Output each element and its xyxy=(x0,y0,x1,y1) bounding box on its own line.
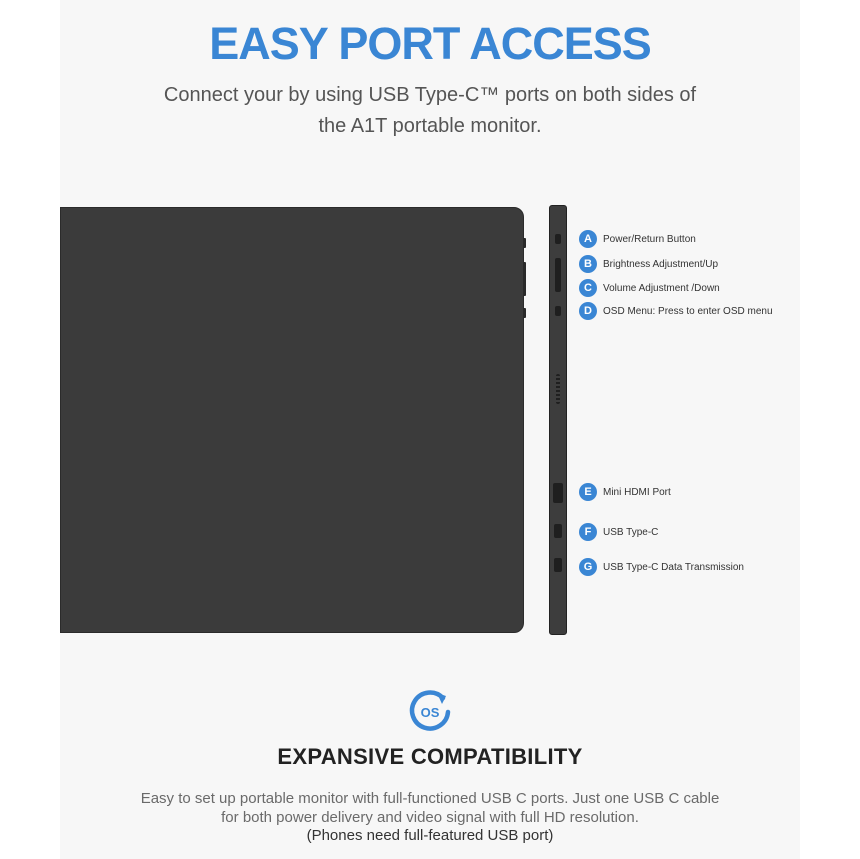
port-label-text: USB Type-C xyxy=(603,526,659,538)
port-label-c xyxy=(579,279,720,297)
power-button xyxy=(555,234,561,244)
badge-d: D xyxy=(579,302,597,320)
badge-e: E xyxy=(579,483,597,501)
port-label-a xyxy=(579,230,696,248)
port-label-g xyxy=(579,558,744,576)
monitor-side-profile xyxy=(549,205,567,635)
osd-button xyxy=(555,306,561,316)
badge-a: A xyxy=(579,230,597,248)
speaker-grille xyxy=(556,374,560,404)
monitor-screen xyxy=(60,207,524,633)
compat-title: EXPANSIVE COMPATIBILITY xyxy=(277,744,583,769)
port-label-text: OSD Menu: Press to enter OSD menu xyxy=(603,305,773,317)
monitor-side-button-1 xyxy=(523,238,526,248)
usb-c-port xyxy=(554,524,562,538)
page-subtitle: Connect your by using USB Type-C™ ports on both sides of the A1T portable monitor. xyxy=(163,84,697,137)
mini-hdmi-port xyxy=(553,483,563,503)
port-label-text: Mini HDMI Port xyxy=(603,486,671,498)
compat-description: Easy to set up portable monitor with full-functioned USB C ports. Just one USB C cable for both power delivery and video signal with full HD resolution. xyxy=(140,790,720,826)
badge-f: F xyxy=(579,523,597,541)
usb-c-data-port xyxy=(554,558,562,572)
port-label-b xyxy=(579,255,718,273)
page-title: EASY PORT ACCESS xyxy=(209,18,651,69)
port-label-d xyxy=(579,302,773,320)
port-label-text: Brightness Adjustment/Up xyxy=(603,258,719,270)
compat-note: (Phones need full-featured USB port) xyxy=(306,827,554,844)
badge-g: G xyxy=(579,558,597,576)
port-label-f xyxy=(579,523,658,541)
os-compatibility-icon xyxy=(407,689,453,735)
brightness-volume-rocker xyxy=(555,258,561,292)
port-label-text: Volume Adjustment /Down xyxy=(603,282,720,294)
port-label-e xyxy=(579,483,671,501)
badge-c: C xyxy=(579,279,597,297)
monitor-side-button-2 xyxy=(523,262,526,296)
badge-b: B xyxy=(579,255,597,273)
os-icon-text: OS xyxy=(420,705,440,720)
port-label-text: USB Type-C Data Transmission xyxy=(603,561,744,573)
port-label-text: Power/Return Button xyxy=(603,233,696,245)
monitor-side-button-3 xyxy=(523,308,526,318)
